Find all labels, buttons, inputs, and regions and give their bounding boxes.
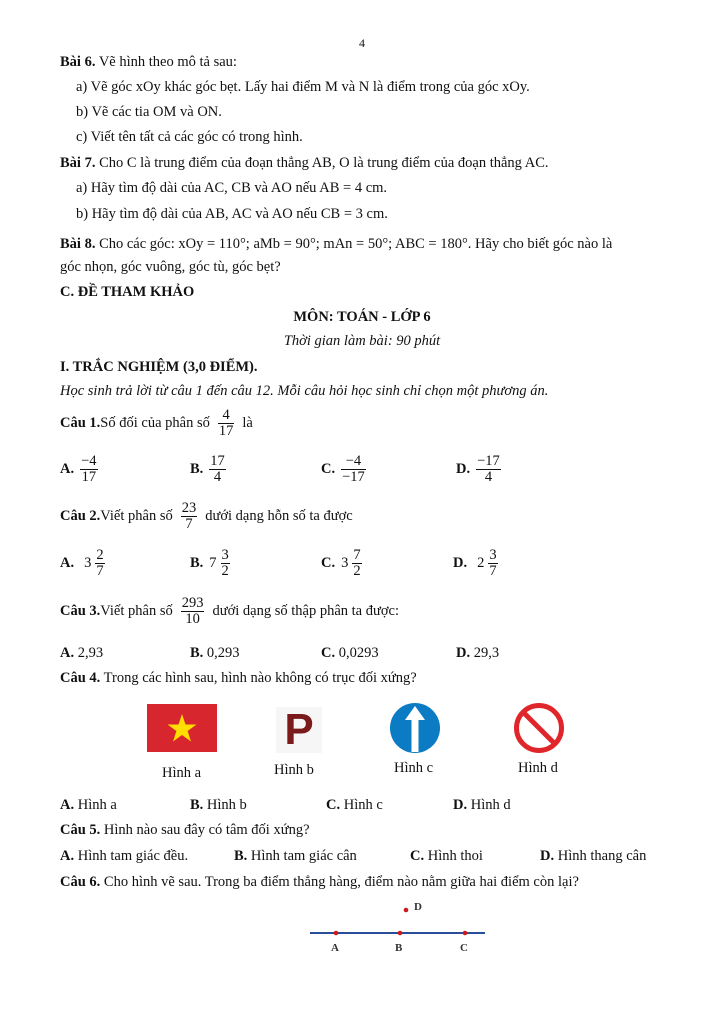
option-letter: A. — [60, 461, 75, 478]
frac-num: −4 — [341, 454, 366, 470]
frac-num: −17 — [477, 453, 500, 469]
q3-stem — [60, 596, 399, 627]
option-letter: D. — [456, 645, 471, 661]
option-value: Hình thoi — [424, 848, 483, 864]
option-letter: B. — [190, 797, 204, 813]
q6-text: Cho hình vẽ sau. Trong ba điểm thẳng hàng, điểm nào nằm giữa hai điểm còn lại? — [100, 874, 579, 890]
option-letter: B. — [190, 645, 204, 661]
option-letter: C. — [321, 555, 336, 572]
option-letter: C. — [321, 645, 336, 661]
option-value: Hình c — [340, 797, 383, 813]
frac-num: −4 — [81, 453, 97, 469]
option-letter: D. — [453, 555, 468, 572]
part1-instruction: Học sinh trả lời từ câu 1 đến câu 12. Mỗi câu hỏi học sinh chỉ chọn một phương án. — [60, 383, 549, 399]
point-a — [334, 931, 339, 936]
frac-num: 7 — [353, 547, 361, 563]
frac-den: 4 — [484, 469, 493, 486]
q2-option-d — [453, 548, 501, 579]
bai8-line1 — [60, 236, 612, 253]
frac-den: 17 — [81, 469, 97, 486]
q3-text: Viết phân số — [100, 603, 173, 620]
option-letter: A. — [60, 797, 75, 813]
q3-option-d — [456, 645, 499, 662]
frac-den: 4 — [213, 469, 222, 486]
q2-fraction — [181, 501, 198, 532]
option-value: Hình b — [203, 797, 247, 813]
bai7-heading — [60, 155, 549, 172]
bai8-text: Cho các góc: xOy = 110°; aMb = 90°; mAn = 50°; ABC = 180°. Hãy cho biết góc nào là — [95, 236, 613, 252]
q1-option-b — [190, 454, 229, 485]
q1-frac-den: 17 — [218, 423, 234, 440]
q2-frac-num: 23 — [181, 500, 197, 516]
q5-option-b — [234, 848, 357, 865]
exam-time: Thời gian làm bài: 90 phút — [283, 333, 441, 349]
q1-text: Số đối của phân số — [100, 415, 210, 432]
option-value: Hình d — [467, 797, 511, 813]
q4-option-a — [60, 797, 117, 814]
q5-stem — [60, 822, 310, 839]
q2-frac-den: 7 — [185, 516, 193, 533]
q2-stem — [60, 501, 353, 532]
bai6-a: a) Vẽ góc xOy khác góc bẹt. Lấy hai điểm M và N là điểm trong của góc xOy. — [76, 79, 530, 95]
frac-den: 7 — [96, 563, 104, 580]
option-letter: D. — [456, 461, 471, 478]
q6-label: Câu 6. — [60, 874, 101, 890]
q3-option-c — [321, 645, 379, 662]
option-value: Hình tam giác cân — [247, 848, 357, 864]
q2-text: Viết phân số — [100, 508, 173, 525]
q4-option-d — [453, 797, 511, 814]
q3-fraction — [181, 596, 205, 627]
bai7-text: Cho C là trung điểm của đoạn thẳng AB, O là trung điểm của đoạn thẳng AC. — [95, 155, 549, 171]
point-b — [398, 931, 403, 936]
option-value: Hình thang cân — [554, 848, 647, 864]
mixed-whole: 3 — [341, 555, 349, 572]
frac-num: 3 — [221, 547, 229, 563]
q5-option-d — [540, 848, 646, 865]
part1-title: I. TRẮC NGHIỆM (3,0 ĐIỂM). — [60, 359, 258, 375]
q4-label: Câu 4. — [60, 670, 101, 686]
q5-text: Hình nào sau đây có tâm đối xứng? — [100, 822, 310, 838]
q1-frac-num: 4 — [218, 408, 235, 424]
collinear-points-figure — [300, 896, 500, 956]
mixed-whole: 7 — [209, 555, 217, 572]
q5-option-c — [410, 848, 483, 865]
bai6-c: c) Viết tên tất cả các góc có trong hình. — [76, 129, 303, 145]
q2-option-b — [190, 548, 233, 579]
point-d — [404, 908, 409, 913]
prohibition-sign-figure — [513, 702, 565, 754]
option-letter: B. — [190, 461, 204, 478]
figure-label-d: Hình d — [518, 760, 558, 776]
frac-den: 7 — [489, 563, 497, 580]
frac-den: 2 — [353, 563, 361, 580]
option-letter: A. — [60, 555, 75, 572]
q4-text: Trong các hình sau, hình nào không có trục đối xứng? — [100, 670, 417, 686]
q3-option-b — [190, 645, 240, 662]
q1-option-a — [60, 454, 101, 485]
q4-stem — [60, 670, 417, 687]
option-letter: D. — [453, 797, 468, 813]
option-letter: C. — [410, 848, 425, 864]
option-letter: A. — [60, 645, 75, 661]
label-b: B — [395, 942, 403, 954]
bai7-a: a) Hãy tìm độ dài của AC, CB và AO nếu AB = 4 cm. — [76, 180, 388, 196]
one-way-sign-figure — [389, 702, 441, 754]
option-value: 0,293 — [203, 645, 240, 661]
option-letter: A. — [60, 848, 75, 864]
bai6-title: Bài 6. — [60, 54, 96, 70]
page-number: 4 — [359, 36, 365, 50]
figure-label-c: Hình c — [394, 760, 434, 776]
point-c — [463, 931, 468, 936]
label-c: C — [460, 942, 468, 954]
q1-suffix: là — [242, 415, 253, 432]
parking-sign-figure: P — [276, 707, 322, 753]
frac-num: 17 — [210, 453, 225, 469]
option-value: Hình a — [74, 797, 117, 813]
q5-option-a — [60, 848, 188, 865]
q1-stem — [60, 408, 253, 439]
q2-option-c — [321, 548, 365, 579]
section-c-title: C. ĐỀ THAM KHẢO — [60, 284, 195, 300]
q4-option-b — [190, 797, 247, 814]
q1-label: Câu 1. — [60, 415, 101, 432]
bai8-line2: góc nhọn, góc vuông, góc tù, góc bẹt? — [60, 259, 281, 275]
q2-label: Câu 2. — [60, 508, 101, 525]
option-letter: C. — [321, 461, 336, 478]
q4-option-c — [326, 797, 383, 814]
bai6-b: b) Vẽ các tia OM và ON. — [76, 104, 222, 120]
q2-suffix: dưới dạng hỗn số ta được — [205, 508, 353, 525]
q1-option-c — [321, 454, 369, 485]
bai8-title: Bài 8. — [60, 236, 96, 252]
q5-label: Câu 5. — [60, 822, 101, 838]
bai6-text: Vẽ hình theo mô tả sau: — [95, 54, 237, 70]
option-letter: B. — [190, 555, 204, 572]
frac-num: 2 — [96, 547, 104, 563]
q3-suffix: dưới dạng số thập phân ta được: — [212, 603, 399, 620]
arrow-shaft — [412, 719, 419, 752]
label-d: D — [414, 901, 422, 913]
frac-den: 2 — [221, 563, 229, 580]
option-letter: D. — [540, 848, 555, 864]
q3-frac-den: 10 — [185, 611, 200, 628]
option-value: Hình tam giác đều. — [74, 848, 189, 864]
q1-fraction — [218, 408, 235, 439]
q3-frac-num: 293 — [181, 595, 204, 611]
q6-stem — [60, 874, 579, 891]
mixed-whole: 3 — [84, 555, 92, 572]
option-value: 0,0293 — [335, 645, 379, 661]
option-value: 29,3 — [470, 645, 500, 661]
option-letter: C. — [326, 797, 341, 813]
option-letter: B. — [234, 848, 248, 864]
q2-option-a — [60, 548, 108, 579]
bai7-title: Bài 7. — [60, 155, 96, 171]
option-value: 2,93 — [74, 645, 104, 661]
q3-option-a — [60, 645, 103, 662]
exam-title: MÔN: TOÁN - LỚP 6 — [293, 309, 431, 325]
label-a: A — [331, 942, 339, 954]
q3-label: Câu 3. — [60, 603, 101, 620]
figure-label-b: Hình b — [274, 762, 314, 778]
mixed-whole: 2 — [477, 555, 485, 572]
frac-num: 3 — [489, 547, 497, 563]
frac-den: −17 — [342, 469, 365, 486]
bai6-heading — [60, 54, 237, 71]
vietnam-flag-figure — [147, 704, 217, 752]
q1-option-d — [456, 454, 504, 485]
figure-label-a: Hình a — [162, 765, 202, 781]
bai7-b: b) Hãy tìm độ dài của AB, AC và AO nếu CB = 3 cm. — [76, 206, 388, 222]
